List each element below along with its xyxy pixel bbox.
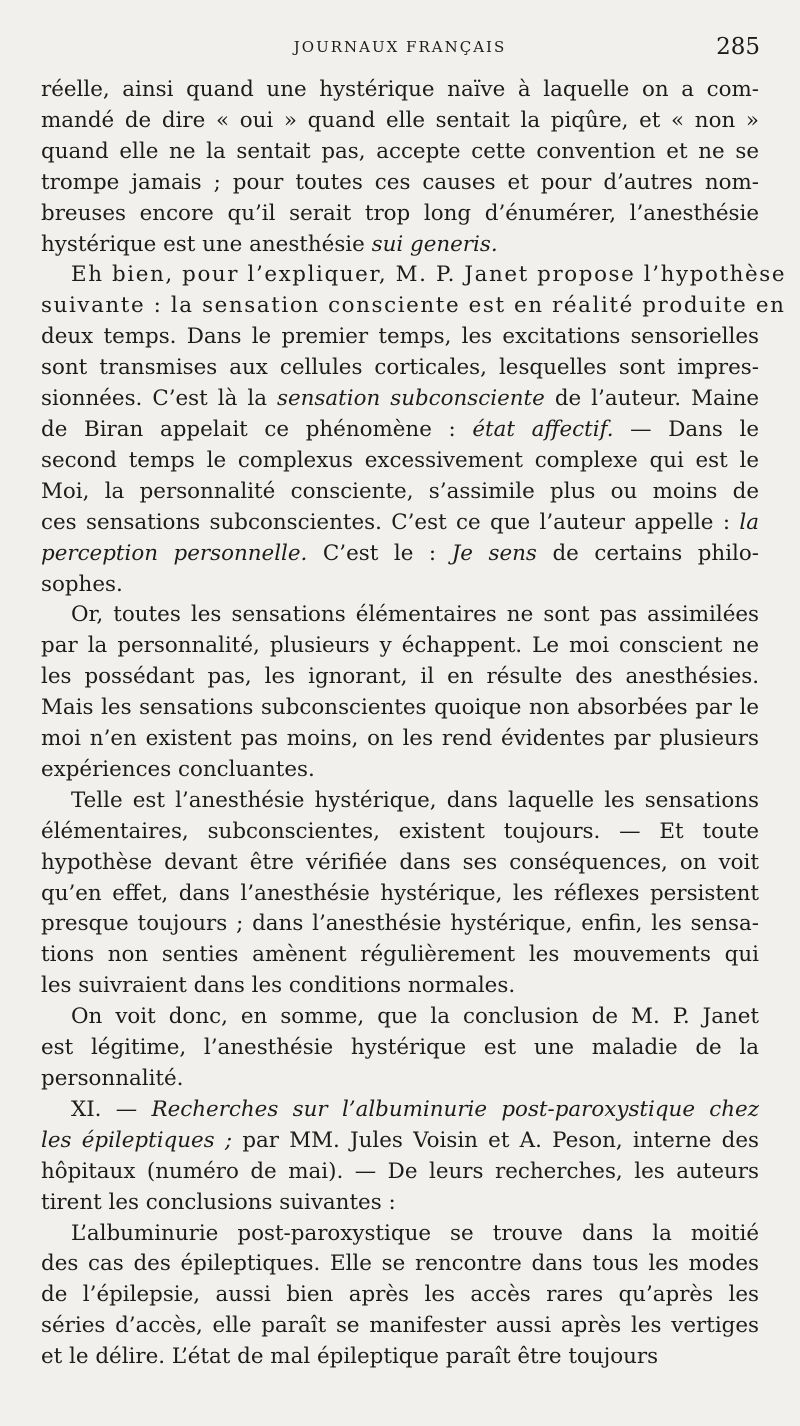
text-line <box>41 1219 759 1250</box>
text-span: moi n’en existent pas moins, on les rend évidentes par plusieurs <box>41 726 759 752</box>
text-span: Mais les sensations subconscientes quoique non absorbées par le <box>41 695 759 721</box>
text-line <box>41 848 759 879</box>
text-span: L’albuminurie post-paroxystique se trouve dans la moitié <box>71 1220 759 1246</box>
text-span: de l’épilepsie, aussi bien après les accès rares qu’après les <box>41 1282 759 1308</box>
text-line <box>41 384 759 415</box>
text-span: les possédant pas, les ignorant, il en résulte des anesthésies. <box>41 664 759 690</box>
body-text <box>41 75 787 1373</box>
text-line <box>41 1311 759 1342</box>
text-span: les suivraient dans les conditions normales. <box>41 973 516 999</box>
text-line <box>41 786 759 817</box>
text-line <box>41 755 759 786</box>
italic-text: état affectif. <box>472 416 614 442</box>
italic-text: la <box>739 509 759 535</box>
text-line <box>41 940 759 971</box>
text-line <box>41 1249 759 1280</box>
text-line <box>41 631 759 662</box>
italic-text: perception personnelle. <box>41 540 308 566</box>
text-line <box>41 106 759 137</box>
italic-text: sensation subconsciente <box>276 386 545 412</box>
running-title: JOURNAUX FRANÇAIS <box>293 38 507 56</box>
text-span: second temps le complexus excessivement complexe qui est le <box>41 447 759 473</box>
text-span: — Dans le <box>613 416 759 442</box>
text-span: sionnées. C’est là la <box>41 386 277 412</box>
text-line <box>41 879 759 910</box>
text-line <box>41 1342 759 1373</box>
text-span: sophes. <box>41 571 123 597</box>
text-span: expériences concluantes. <box>41 756 315 782</box>
text-line <box>41 724 759 755</box>
text-span: XI. — <box>71 1096 152 1122</box>
text-span: est légitime, l’anesthésie hystérique est une maladie de la <box>41 1035 759 1061</box>
text-span: hystérique est une anesthésie <box>41 231 372 257</box>
text-span: de certains philo- <box>536 540 759 566</box>
italic-text: sui generis. <box>371 231 498 257</box>
text-line <box>41 168 759 199</box>
text-line <box>41 1095 759 1126</box>
text-line <box>41 662 759 693</box>
text-span: des cas des épileptiques. Elle se rencontre dans tous les modes <box>41 1251 759 1277</box>
text-span: de Biran appelait ce phénomène : <box>41 416 473 442</box>
text-line <box>41 971 759 1002</box>
text-line <box>41 1064 759 1095</box>
text-span: Moi, la personnalité consciente, s’assimile plus ou moins de <box>41 478 759 504</box>
text-span: tirent les conclusions suivantes : <box>41 1189 396 1215</box>
text-span: Telle est l’anesthésie hystérique, dans laquelle les sensations <box>71 787 759 813</box>
text-line <box>41 539 759 570</box>
text-span: presque toujours ; dans l’anesthésie hystérique, enfin, les sensa- <box>41 911 759 937</box>
text-span: ces sensations subconscientes. C’est ce que l’auteur appelle : <box>41 509 740 535</box>
text-line <box>41 508 759 539</box>
text-line <box>41 1188 759 1219</box>
text-span: tions non senties amènent régulièrement les mouvements qui <box>41 942 759 968</box>
text-line <box>41 693 759 724</box>
text-line <box>41 137 759 168</box>
text-span: par MM. Jules Voisin et A. Peson, interne des <box>232 1127 760 1153</box>
text-line <box>41 230 759 261</box>
text-line <box>41 260 787 291</box>
text-span: élémentaires, subconscientes, existent toujours. — Et toute <box>41 818 759 844</box>
page-header <box>40 34 760 70</box>
text-span: suivante : la sensation consciente est en réalité produite en <box>41 293 786 319</box>
text-span: hypothèse devant être vérifiée dans ses conséquences, on voit <box>41 849 759 875</box>
text-span: qu’en effet, dans l’anesthésie hystérique, les réflexes persistent <box>41 880 759 906</box>
text-line <box>41 1002 759 1033</box>
text-line <box>41 353 759 384</box>
page-number: 285 <box>716 34 760 60</box>
text-line <box>41 1280 759 1311</box>
text-span: Eh bien, pour l’expliquer, M. P. Janet propose l’hypothèse <box>71 262 787 288</box>
text-span: hôpitaux (numéro de mai). — De leurs recherches, les auteurs <box>41 1158 759 1184</box>
text-line <box>41 477 759 508</box>
text-span: breuses encore qu’il serait trop long d’énumérer, l’anesthésie <box>41 200 759 226</box>
text-line <box>41 817 759 848</box>
italic-text: Recherches sur l’albuminurie post-paroxystique chez <box>151 1096 759 1122</box>
text-span: de l’auteur. Maine <box>544 386 760 412</box>
text-line <box>41 909 759 940</box>
text-line <box>41 415 759 446</box>
italic-text: les épileptiques ; <box>41 1127 233 1153</box>
text-span: par la personnalité, plusieurs y échappent. Le moi conscient ne <box>41 633 759 659</box>
text-span: deux temps. Dans le premier temps, les excitations sensorielles <box>41 324 759 350</box>
text-line <box>41 1033 759 1064</box>
text-line <box>41 600 759 631</box>
text-span: personnalité. <box>41 1066 184 1091</box>
text-line <box>41 199 759 230</box>
text-span: On voit donc, en somme, que la conclusion de M. P. Janet <box>71 1004 759 1030</box>
text-span: quand elle ne la sentait pas, accepte cette convention et ne se <box>41 138 759 164</box>
text-line <box>41 446 759 477</box>
text-line <box>41 1157 759 1188</box>
text-line <box>41 1126 759 1157</box>
text-span: réelle, ainsi quand une hystérique naïve à laquelle on a com- <box>41 77 759 102</box>
text-line <box>41 291 786 322</box>
text-span: Or, toutes les sensations élémentaires ne sont pas assimilées <box>71 602 759 628</box>
text-span: séries d’accès, elle paraît se manifester aussi après les vertiges <box>41 1313 759 1339</box>
text-span: mandé de dire « oui » quand elle sentait la piqûre, et « non » <box>41 107 759 133</box>
text-line <box>41 75 759 106</box>
text-span: trompe jamais ; pour toutes ces causes et pour d’autres nom- <box>41 169 759 195</box>
text-span: et le délire. L’état de mal épileptique paraît être toujours <box>41 1344 659 1370</box>
italic-text: Je sens <box>451 540 537 566</box>
text-span: sont transmises aux cellules corticales, lesquelles sont impres- <box>41 355 759 381</box>
text-line <box>41 570 759 601</box>
text-span: C’est le : <box>307 540 452 566</box>
text-line <box>41 322 759 353</box>
